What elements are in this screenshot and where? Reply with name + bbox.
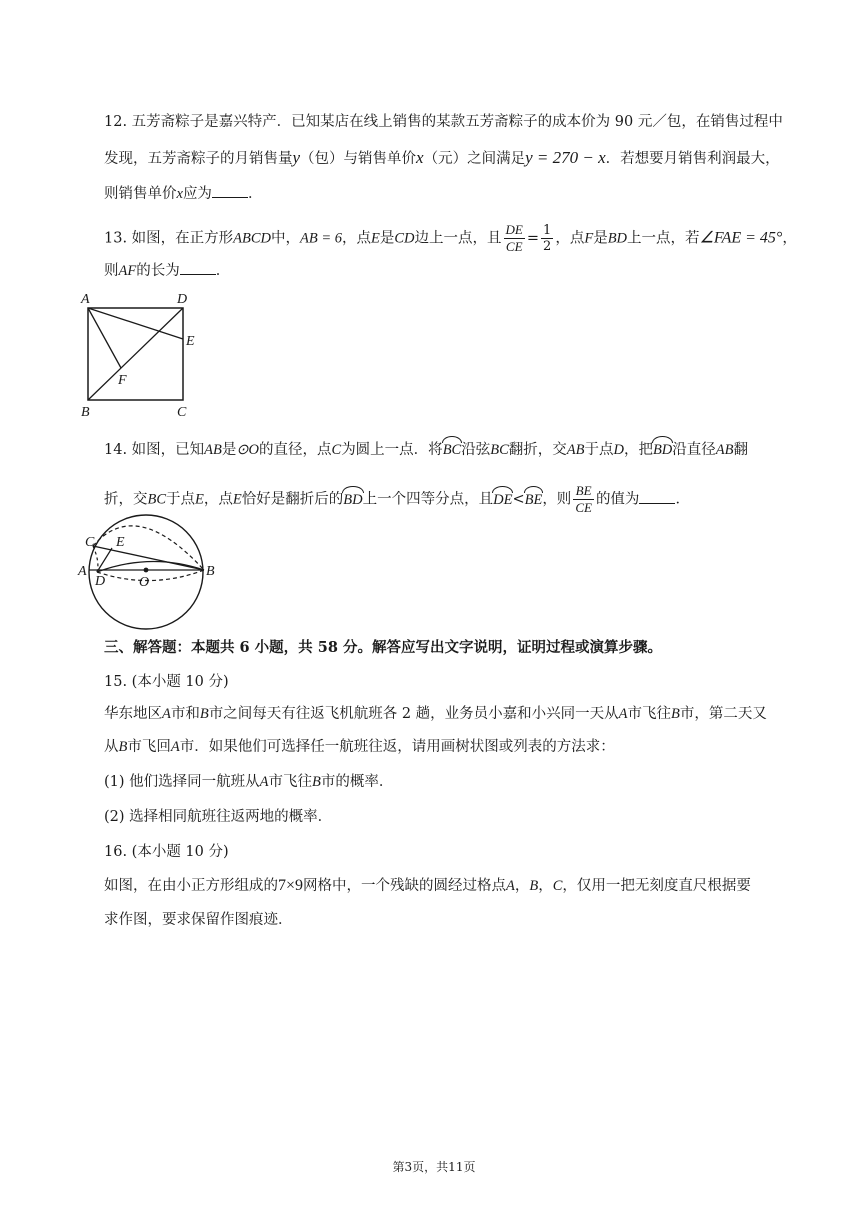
q15-heading: 15. (本小题 10 分) [104, 674, 229, 690]
arc-be: BE [524, 491, 543, 508]
q16-line1: 如图，在由小正方形组成的7×9网格中，一个残缺的圆经过格点A，B，C，仅用一把无刻度直尺根据要 [104, 877, 751, 894]
q14-line2: 折，交BC于点E，点E恰好是翻折后的BD上一个四等分点，且DE<BE，则 $\frac{BE}{CE}$ 的值为 ． [104, 483, 690, 515]
label-o: O [139, 575, 150, 590]
page-footer: 第3页，共11页 [392, 1160, 476, 1174]
q12-line3: 则销售单价x应为 ． [104, 183, 262, 204]
q12-line2: 发现，五芳斋粽子的月销售量y（包）与销售单价x（元）之间满足y = 270 − x．若想要月销售利润最大， [104, 148, 780, 167]
answer-blank [639, 489, 675, 504]
q13-square-figure [76, 288, 206, 420]
arc-bc: BC [442, 442, 462, 458]
q15-part1: (1) 他们选择同一航班从A市飞往B市的概率． [104, 774, 394, 790]
arc-de: DE [493, 491, 513, 508]
q15-part2: (2) 选择相同航班往返两地的概率． [104, 809, 333, 825]
q16-line2: 求作图，要求保留作图痕迹． [104, 912, 293, 928]
label-a: A [81, 292, 90, 307]
label-d: D [177, 292, 188, 307]
q15-line2: 从B市飞回A市．如果他们可选择任一航班往返，请用画树状图或列表的方法求： [104, 739, 615, 755]
label-c: C [177, 405, 187, 420]
arc-bd: BD [652, 442, 673, 458]
label-b: B [81, 405, 90, 420]
q13-line2: 则AF的长为 ． [104, 260, 230, 281]
fraction-half: $\frac{1}{2}$ [543, 223, 552, 254]
label-b: B [206, 564, 215, 579]
arc-bd-folded: BD [343, 491, 363, 508]
q16-heading: 16. (本小题 10 分) [104, 844, 229, 860]
label-a: A [78, 564, 87, 579]
chord-bc [93, 546, 204, 570]
diagonal-bd [88, 308, 183, 400]
fraction-be-ce: $\frac{BE}{CE}$ [575, 483, 592, 515]
q12-line1: 12. 五芳斋粽子是嘉兴特产．已知某店在线上销售的某款五芳斋粽子的成本价为 90 元／包，在销售过程中 [104, 114, 783, 130]
section-three-heading: 三、解答题：本题共 6 小题，共 58 分。解答应写出文字说明，证明过程或演算步骤。 [104, 639, 662, 656]
label-e: E [186, 334, 195, 349]
center-o-dot [144, 568, 149, 573]
q13-line1: 13. 如图，在正方形ABCD中，AB = 6，点E是CD边上一点，且 $\frac{DE}{CE}$ = $\frac{1}{2}$ ，点F是BD上一点，若∠FAE = 45°， [104, 222, 797, 254]
label-c: C [85, 535, 95, 550]
q15-line1: 华东地区A市和B市之间每天有往返飞机航班各 2 趟，业务员小嘉和小兴同一天从A市飞往B市，第二天又 [104, 706, 767, 722]
answer-blank [212, 183, 248, 198]
q14-line1: 14. 如图，已知AB是⊙O的直径，点C为圆上一点．将BC沿弦BC翻折，交AB于点D，把BD沿直径AB翻 [104, 442, 749, 458]
label-f: F [118, 373, 127, 388]
q12-formula: y = 270 − x [525, 148, 606, 167]
q14-circle-figure [76, 512, 226, 630]
answer-blank [180, 260, 216, 275]
fraction-de-ce: $\frac{DE}{CE}$ [505, 222, 523, 254]
label-d: D [95, 574, 106, 589]
label-e: E [116, 535, 125, 550]
folded-arc-bd-dashed [97, 570, 204, 581]
